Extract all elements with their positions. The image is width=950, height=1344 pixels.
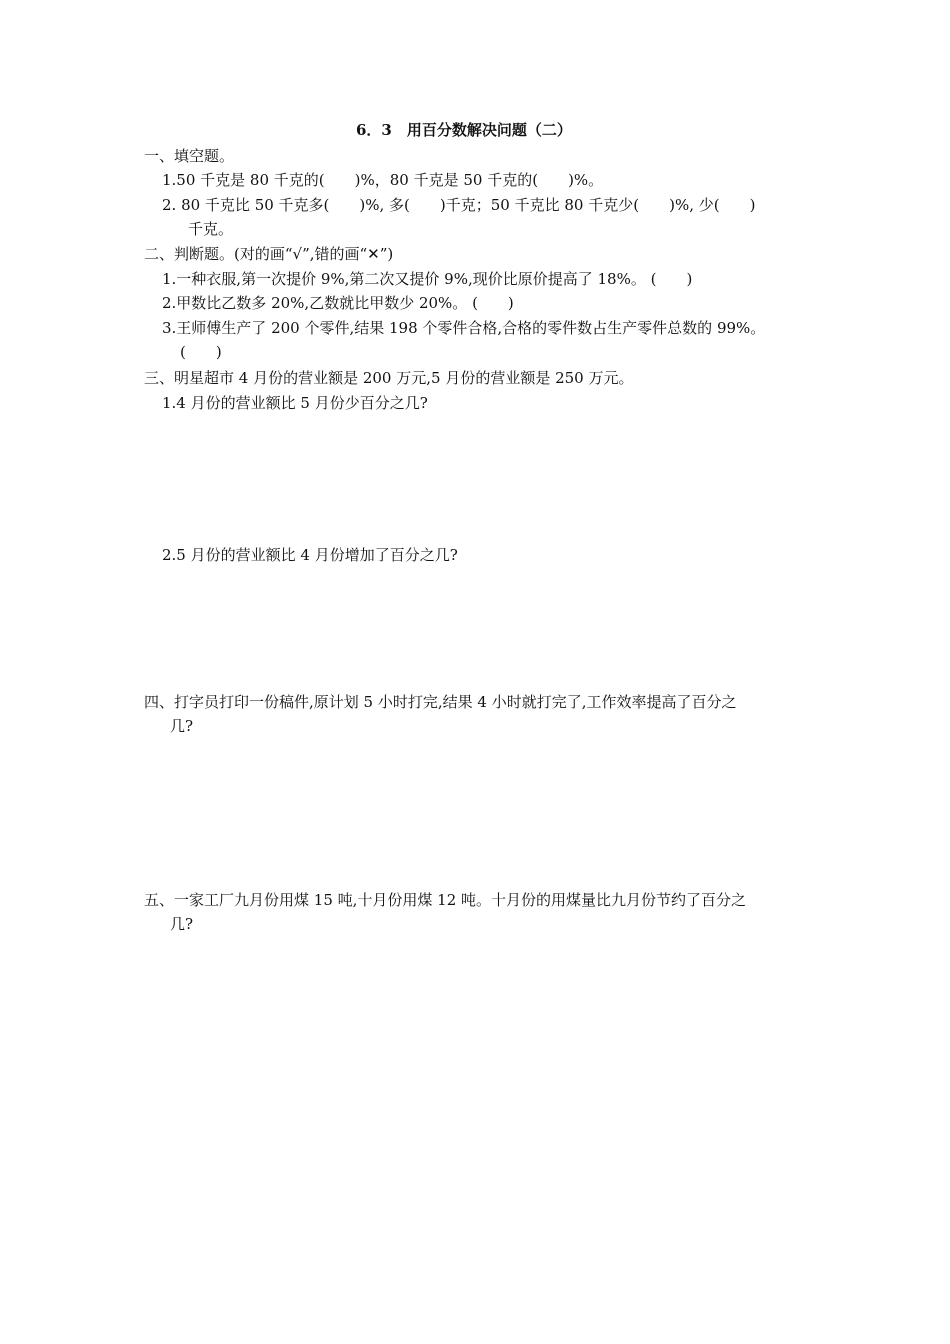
section-3-heading: 三、明星超市 4 月份的营业额是 200 万元,5 月份的营业额是 250 万元。 bbox=[144, 369, 634, 387]
question-1-2: 2. 80 千克比 50 千克多( )%, 多( )千克；50 千克比 80 千克少( )%, 少( ) bbox=[162, 196, 756, 214]
question-3-2: 2.5 月份的营业额比 4 月份增加了百分之几? bbox=[162, 546, 458, 564]
question-1-1: 1.50 千克是 80 千克的( )%，80 千克是 50 千克的( )%。 bbox=[162, 171, 604, 189]
section-5-question: 五、一家工厂九月份用煤 15 吨,十月份用煤 12 吨。十月份的用煤量比九月份节约了百分之 bbox=[144, 891, 747, 909]
section-5-question-continued: 几? bbox=[170, 915, 194, 933]
question-1-2-continued: 千克。 bbox=[188, 220, 234, 238]
question-2-3: 3.王师傅生产了 200 个零件,结果 198 个零件合格,合格的零件数占生产零件总数的 99%。 bbox=[162, 319, 766, 337]
question-2-2: 2.甲数比乙数多 20%,乙数就比甲数少 20%。 ( ) bbox=[162, 294, 514, 312]
page-title: 6．3 用百分数解决问题（二） bbox=[356, 121, 572, 139]
section-2-heading: 二、判断题。(对的画“√”,错的画“✕”) bbox=[144, 245, 394, 263]
section-1-heading: 一、填空题。 bbox=[144, 147, 235, 165]
section-4-question: 四、打字员打印一份稿件,原计划 5 小时打完,结果 4 小时就打完了,工作效率提高了百分之 bbox=[144, 693, 737, 711]
question-3-1: 1.4 月份的营业额比 5 月份少百分之几? bbox=[162, 394, 428, 412]
question-2-3-continued: ( ) bbox=[180, 343, 222, 361]
section-4-question-continued: 几? bbox=[170, 717, 194, 735]
question-2-1: 1.一种衣服,第一次提价 9%,第二次又提价 9%,现价比原价提高了 18%。 ( ) bbox=[162, 270, 693, 288]
